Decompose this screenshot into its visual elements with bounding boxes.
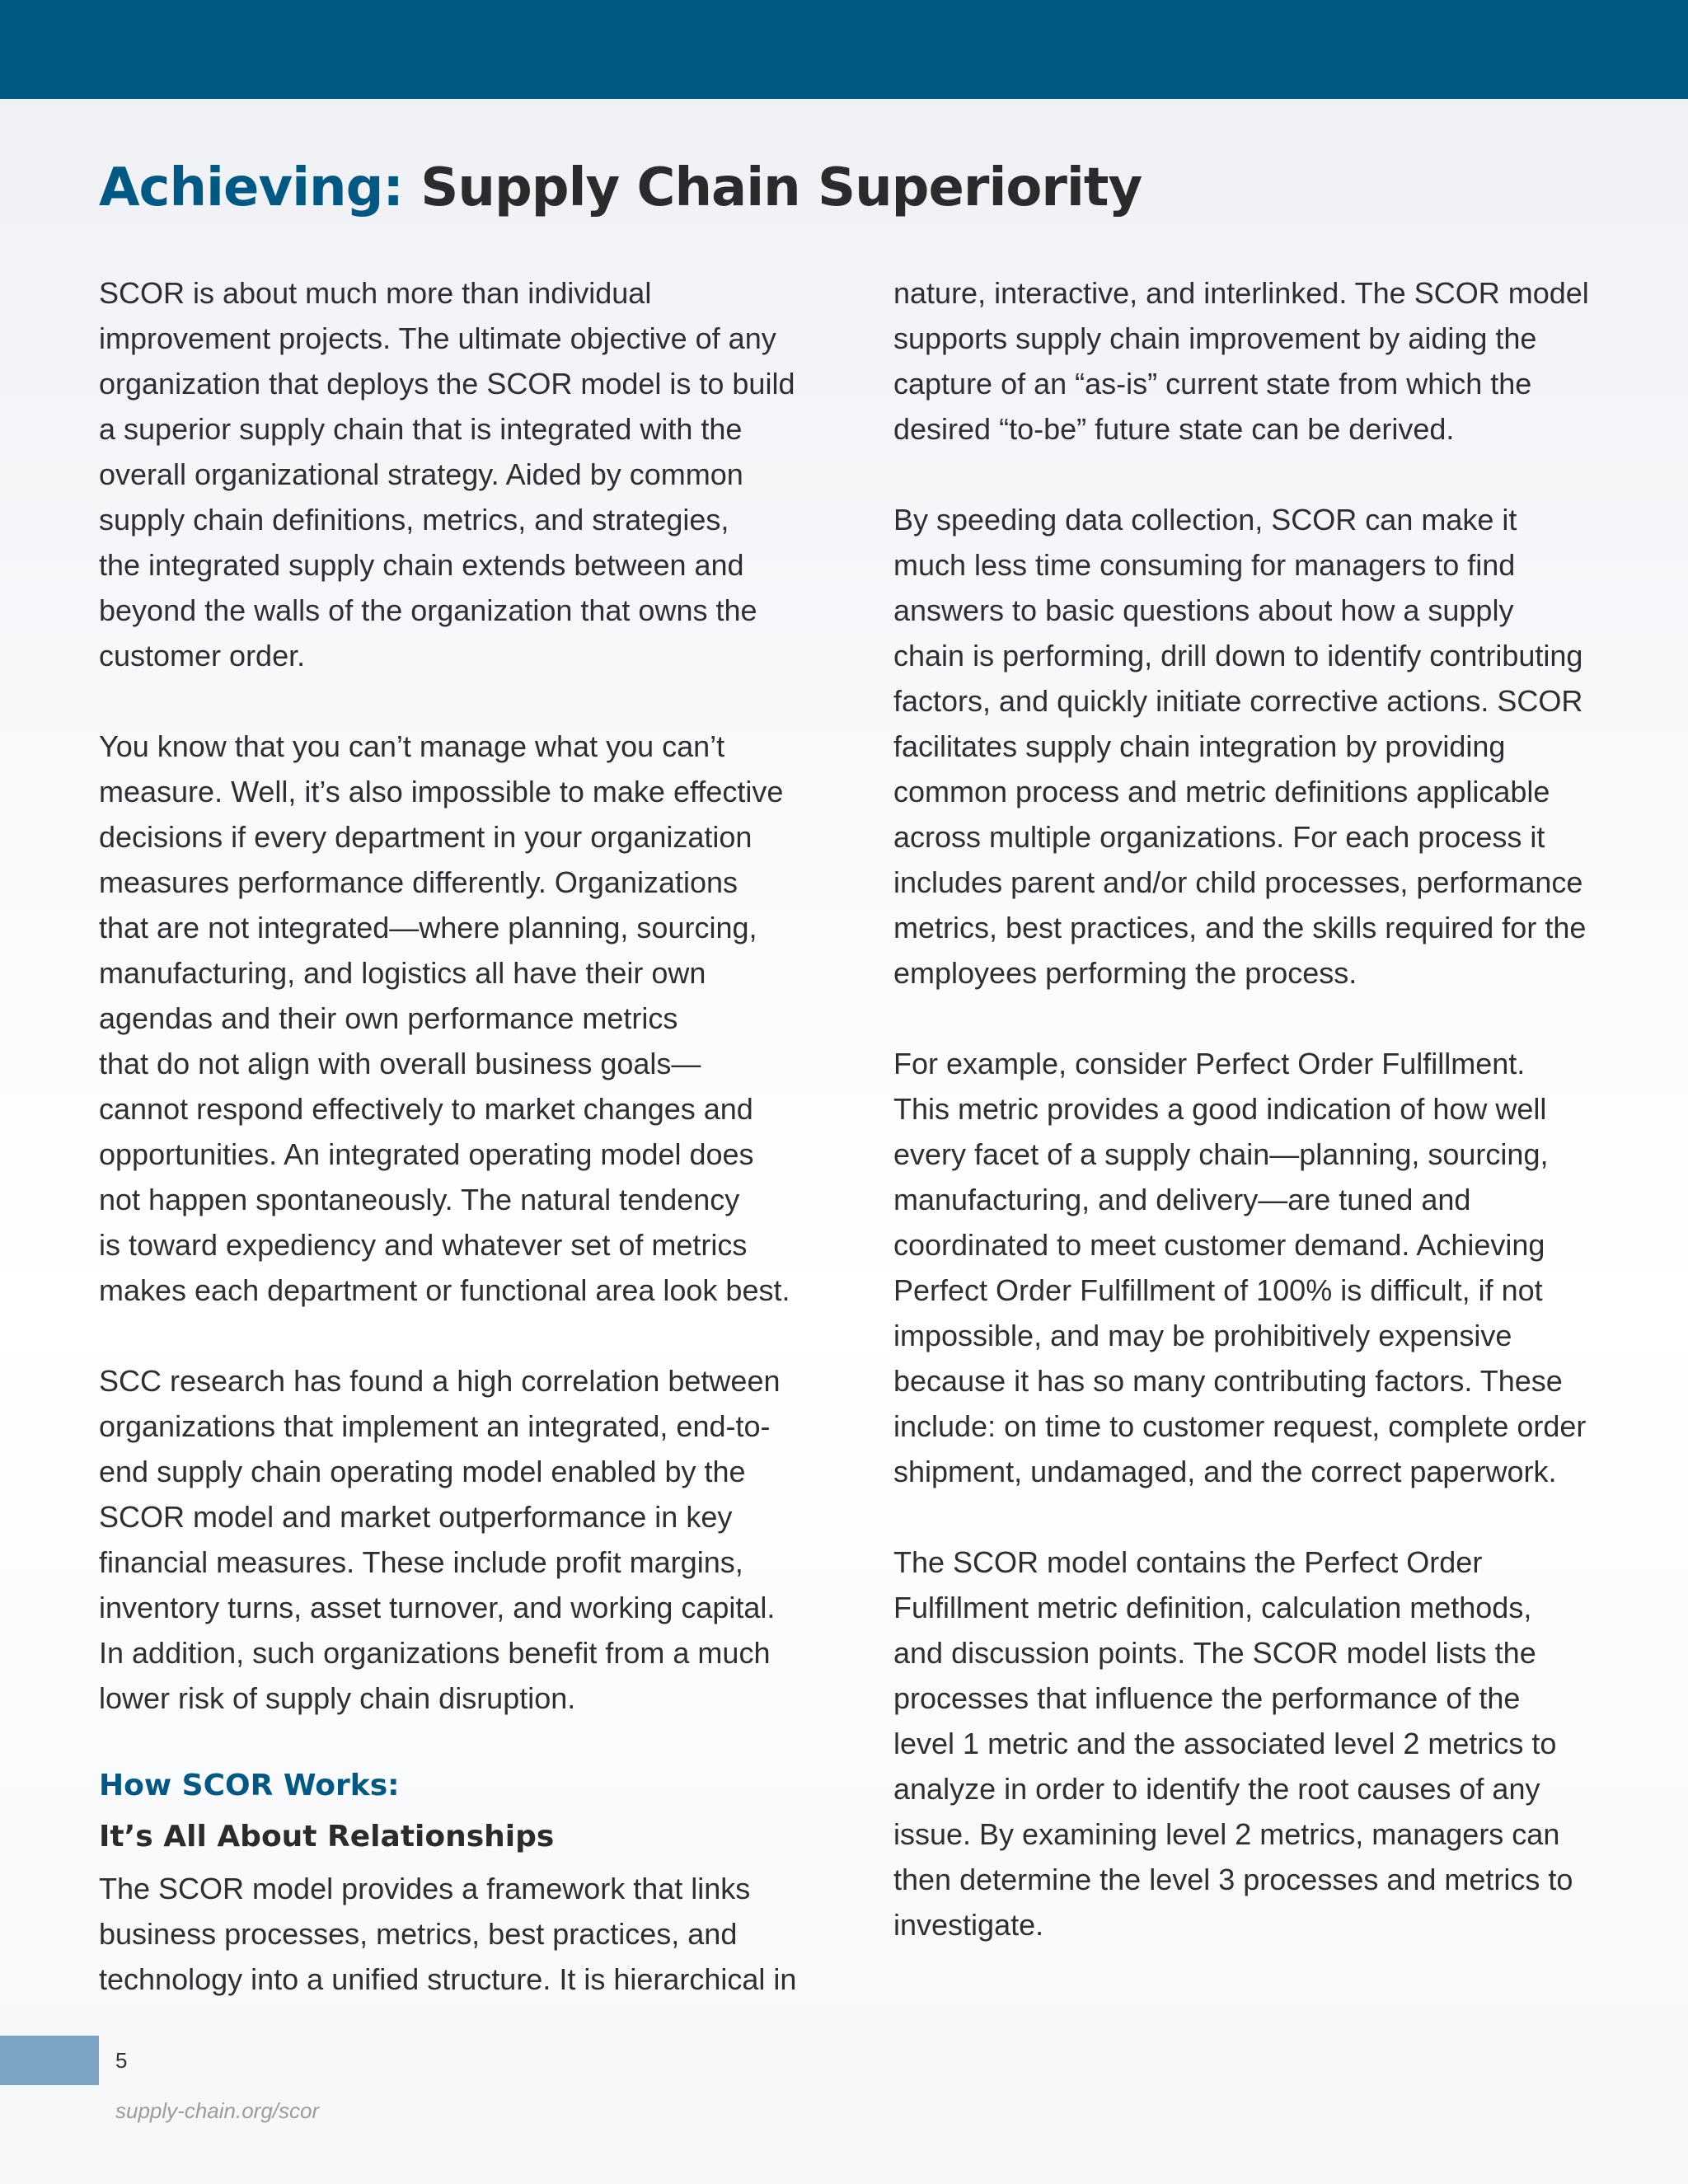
section-heading-main: It’s All About Relationships — [99, 1820, 555, 1854]
body-paragraph: You know that you can’t manage what you can’t measure. Well, it’s also impossible to make effective decisions if every department in your organization measures performance differently. Organizations that are not integrated—where planning, sourcing, manufacturing, and logistics all have their own agendas and their own performance metrics that do not align with overall business goals— cannot respond effectively to market changes and opportunities. An integrated operating model does not happen spontaneously. The natural tendency is toward expediency and whatever set of metrics makes each department or functional area look best. — [99, 729, 790, 1307]
left-column — [99, 270, 824, 2047]
body-paragraph: nature, interactive, and interlinked. The SCOR model supports supply chain improvement by aiding the capture of an “as-is” current state from which the desired “to-be” future state can be derived. — [893, 276, 1589, 446]
page-title-main: Supply Chain Superiority — [420, 157, 1142, 218]
body-paragraph: For example, consider Perfect Order Fulfillment. This metric provides a good indication of how well every facet of a supply chain—planning, sourcing, manufacturing, and delivery—are tuned and coordinated to meet customer demand. Achieving Perfect Order Fulfillment of 100% is difficult, if not impossible, and may be prohibitively expensive because it has so many contributing factors. These include: on time to customer request, complete order shipment, undamaged, and the correct paperwork. — [893, 1047, 1587, 1488]
footer-url: supply-chain.org/scor — [115, 2098, 320, 2123]
page-title-accent: Achieving: — [99, 157, 403, 218]
right-column — [893, 270, 1635, 1993]
footer-color-block — [0, 2036, 99, 2085]
body-paragraph: SCC research has found a high correlation between organizations that implement an integrated, end-to- end supply chain operating model enabled by the SCOR model and market outperformance in key financial measures. These include profit margins, inventory turns, asset turnover, and working capital. In addition, such organizations benefit from a much lower risk of supply chain disruption. — [99, 1364, 781, 1715]
body-paragraph: The SCOR model contains the Perfect Order Fulfillment metric definition, calculation methods, and discussion points. The SCOR model lists the processes that influence the performance of the level 1 metric and the associated level 2 metrics to analyze in order to identify the root causes of any issue. By examining level 2 metrics, managers can then determine the level 3 processes and metrics to investigate. — [893, 1545, 1573, 1942]
header-bar — [0, 0, 1688, 99]
page-number: 5 — [115, 2048, 128, 2073]
section-heading-accent: How SCOR Works: — [99, 1769, 400, 1802]
body-paragraph: The SCOR model provides a framework that links business processes, metrics, best practices, and technology into a unified structure. It is hierarchical in — [99, 1872, 797, 1996]
body-paragraph: By speeding data collection, SCOR can make it much less time consuming for managers to find answers to basic questions about how a supply chain is performing, drill down to identify contributing factors, and quickly initiate corrective actions. SCOR facilitates supply chain integration by providing common process and metric definitions applicable across multiple organizations. For each process it includes parent and/or child processes, performance metrics, best practices, and the skills required for the employees performing the process. — [893, 503, 1587, 990]
page-title — [99, 153, 1142, 223]
body-paragraph: SCOR is about much more than individual improvement projects. The ultimate objective of any organization that deploys the SCOR model is to build a superior supply chain that is integrated with the overall organizational strategy. Aided by common supply chain definitions, metrics, and strategies, the integrated supply chain extends between and beyond the walls of the organization that owns the customer order. — [99, 276, 795, 673]
